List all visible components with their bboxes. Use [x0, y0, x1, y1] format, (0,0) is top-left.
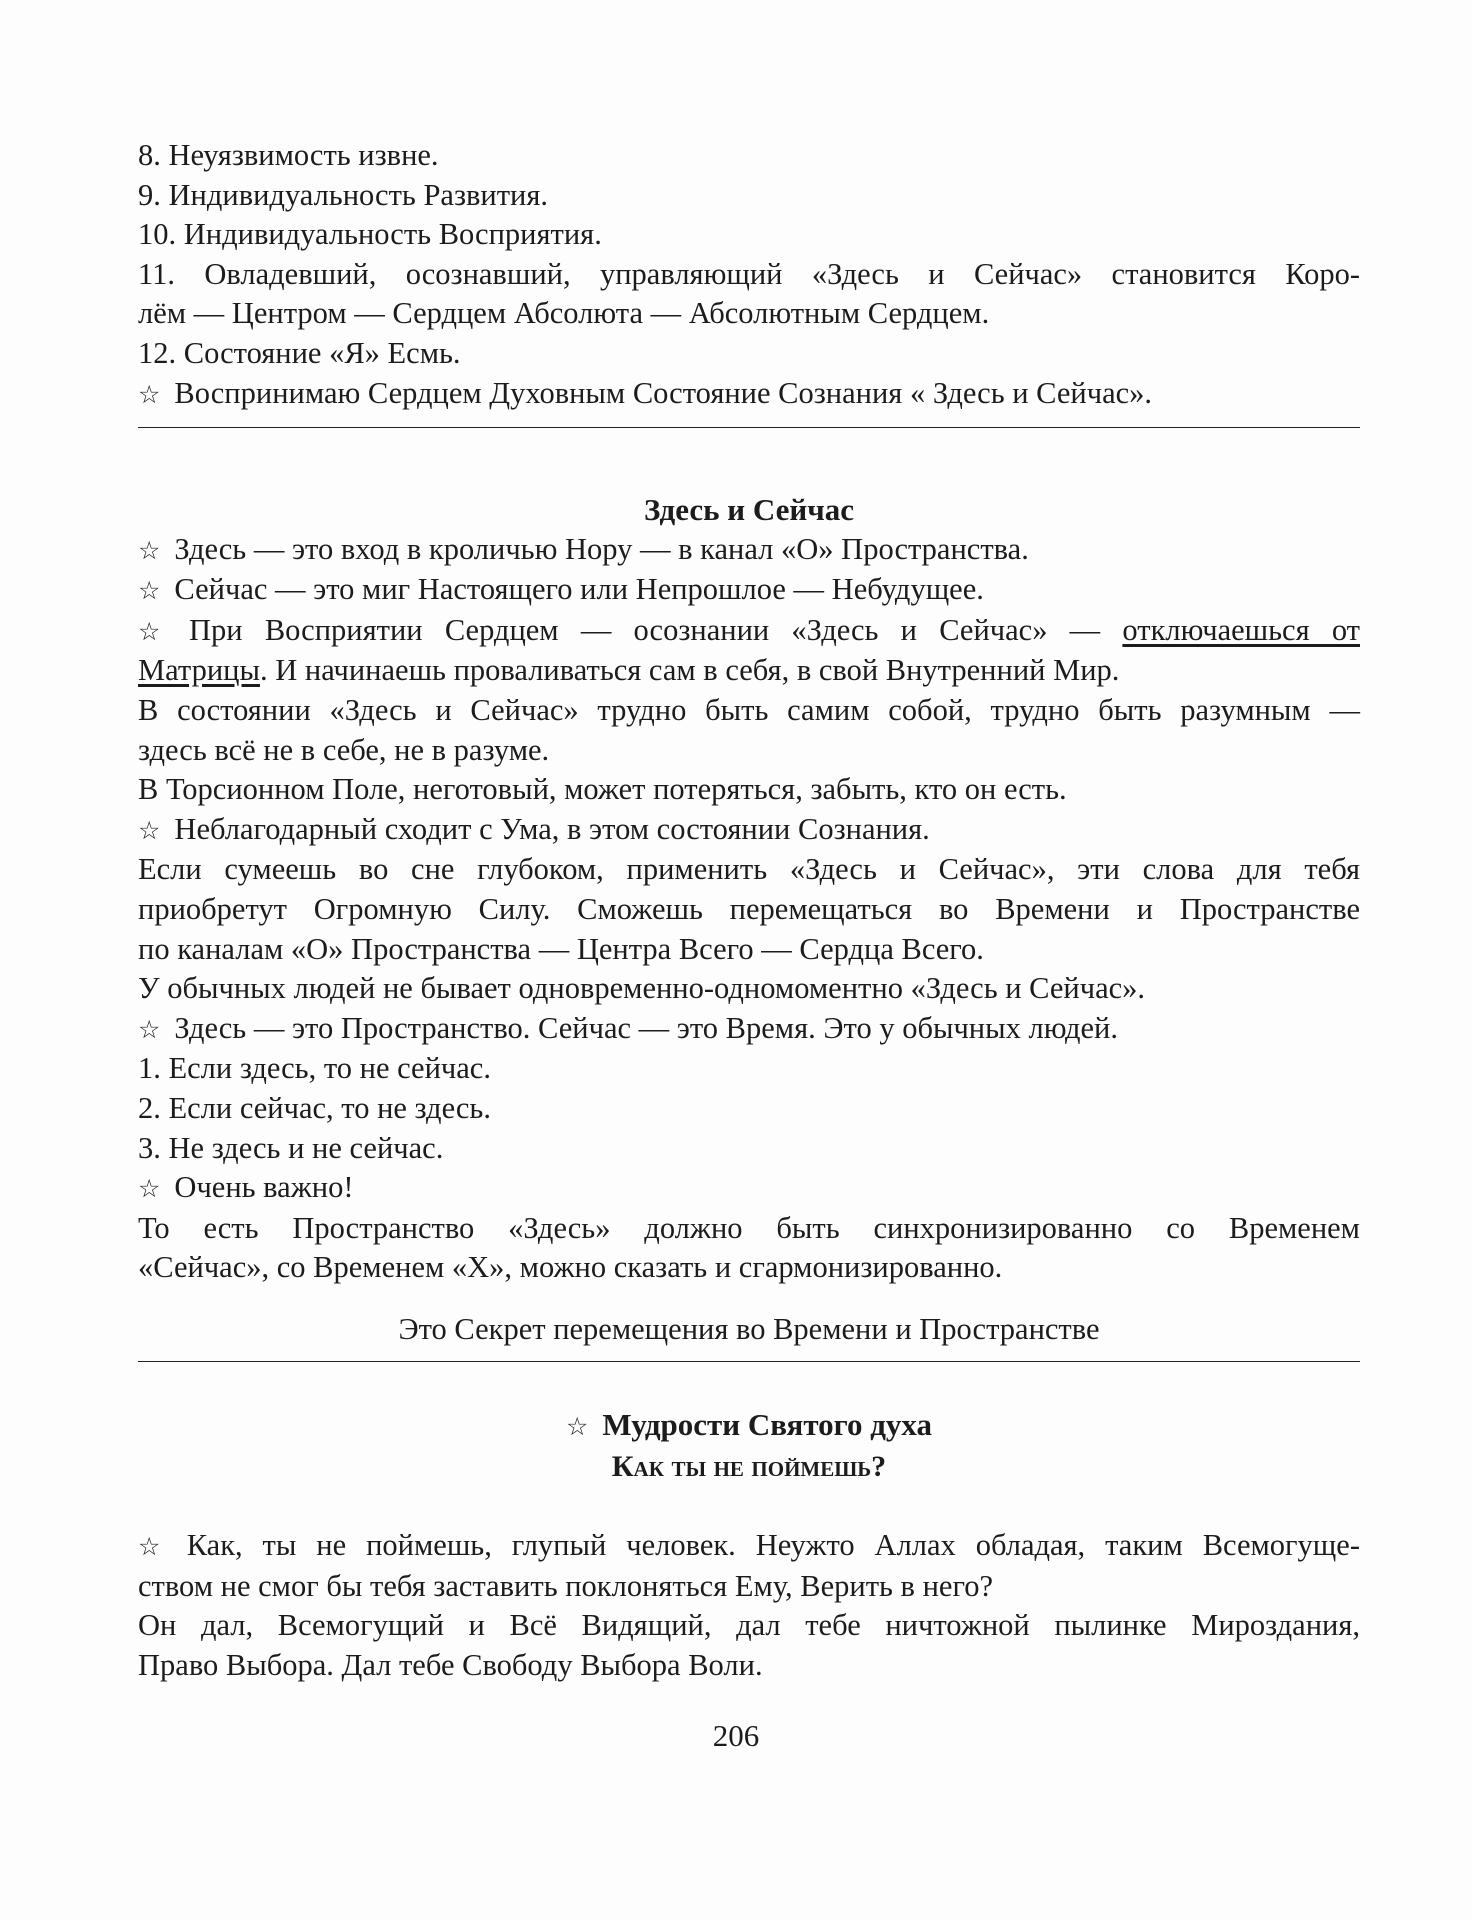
- star-icon: ☆: [138, 1174, 161, 1204]
- list-item: 1. Если здесь, то не сейчас.: [138, 1051, 491, 1086]
- star-icon: ☆: [138, 616, 176, 646]
- section-title: ☆ Мудрости Святого духа: [566, 1407, 932, 1442]
- paragraph-line: То есть Пространство «Здесь» должно быть синхронизированно со Временем: [138, 1210, 1360, 1245]
- paragraph-line: В Торсионном Поле, неготовый, может потеряться, забыть, кто он есть.: [138, 772, 1067, 807]
- star-icon: ☆: [138, 535, 161, 565]
- paragraph-line: приобретут Огромную Силу. Сможешь перемещаться во Времени и Пространстве: [138, 891, 1360, 926]
- paragraph-line: ством не смог бы тебя заставить поклоняться Ему, Верить в него?: [138, 1568, 993, 1603]
- list-item: 9. Индивидуальность Развития.: [138, 177, 549, 212]
- list-item: 2. Если сейчас, то не здесь.: [138, 1090, 491, 1125]
- star-line: ☆ Как, ты не поймешь, глупый человек. Неужто Аллах обладая, таким Всемогуще-: [138, 1528, 1360, 1563]
- section-here-and-now: [138, 490, 1360, 1349]
- underlined-text: отключаешься от: [1122, 612, 1360, 647]
- top-list-block: [138, 136, 1360, 414]
- paragraph-line: «Сейчас», со Временем «Х», можно сказать и сгармонизированно.: [138, 1250, 1003, 1285]
- paragraph-line: Если сумеешь во сне глубоком, применить «Здесь и Сейчас», эти слова для тебя: [138, 852, 1360, 887]
- section-subtitle: Как ты не поймешь?: [611, 1449, 887, 1483]
- page-number: 206: [712, 1718, 760, 1753]
- paragraph-line: по каналам «О» Пространства — Центра Всего — Сердца Всего.: [138, 931, 984, 966]
- star-icon: ☆: [138, 815, 161, 845]
- star-line: ☆ При Восприятии Сердцем — осознании «Здесь и Сейчас» — отключаешься от: [138, 612, 1360, 647]
- paragraph-line: Матрицы. И начинаешь проваливаться сам в себя, в свой Внутренний Мир.: [138, 653, 1120, 688]
- paragraph-line: Он дал, Всемогущий и Всё Видящий, дал тебе ничтожной пылинке Мироздания,: [138, 1608, 1360, 1643]
- list-item: 3. Не здесь и не сейчас.: [138, 1130, 444, 1165]
- star-line: ☆ Очень важно!: [138, 1170, 354, 1205]
- star-icon: ☆: [138, 1014, 161, 1044]
- star-line: [138, 374, 1360, 415]
- list-item: 12. Состояние «Я» Есмь.: [138, 335, 461, 370]
- section-wisdom: [138, 1405, 1360, 1686]
- star-icon: ☆: [566, 1412, 589, 1441]
- paragraph-line: В состоянии «Здесь и Сейчас» трудно быть самим собой, трудно быть разумным —: [138, 692, 1360, 727]
- paragraph-line: Право Выбора. Дал тебе Свободу Выбора Воли.: [138, 1647, 763, 1682]
- list-item-11-line1: 11. Овладевший, осознавший, управляющий «Здесь и Сейчас» становится Коро-: [138, 256, 1360, 291]
- star-icon: ☆: [138, 576, 161, 606]
- list-item: 8. Неуязвимость извне.: [138, 138, 439, 172]
- star-icon: ☆: [138, 379, 161, 409]
- star-line: ☆ Неблагодарный сходит с Ума, в этом состоянии Сознания.: [138, 811, 930, 846]
- paragraph-line: У обычных людей не бывает одновременно-одномоментно «Здесь и Сейчас».: [138, 971, 1146, 1006]
- star-line: ☆ Здесь — это вход в кроличью Нору — в канал «О» Пространства.: [138, 531, 1029, 566]
- paragraph-line: здесь всё не в себе, не в разуме.: [138, 732, 550, 767]
- star-icon: ☆: [138, 1532, 173, 1562]
- list-item: 10. Индивидуальность Восприятия.: [138, 217, 602, 252]
- section-divider: [138, 427, 1360, 428]
- section-title: Здесь и Сейчас: [643, 492, 855, 527]
- star-line: ☆ Здесь — это Пространство. Сейчас — это Время. Это у обычных людей.: [138, 1010, 1118, 1045]
- section-divider: [138, 1361, 1360, 1362]
- underlined-text: Матрицы: [138, 653, 260, 688]
- list-item-11-line2: лём — Центром — Сердцем Абсолюта — Абсолютным Сердцем.: [138, 296, 990, 331]
- star-line: ☆ Сейчас — это миг Настоящего или Непрошлое — Небудущее.: [138, 572, 984, 607]
- star-line-text: Воспринимаю Сердцем Духовным Состояние Сознания « Здесь и Сейчас».: [174, 375, 1153, 410]
- closing-line: Это Секрет перемещения во Времени и Пространстве: [398, 1311, 1100, 1346]
